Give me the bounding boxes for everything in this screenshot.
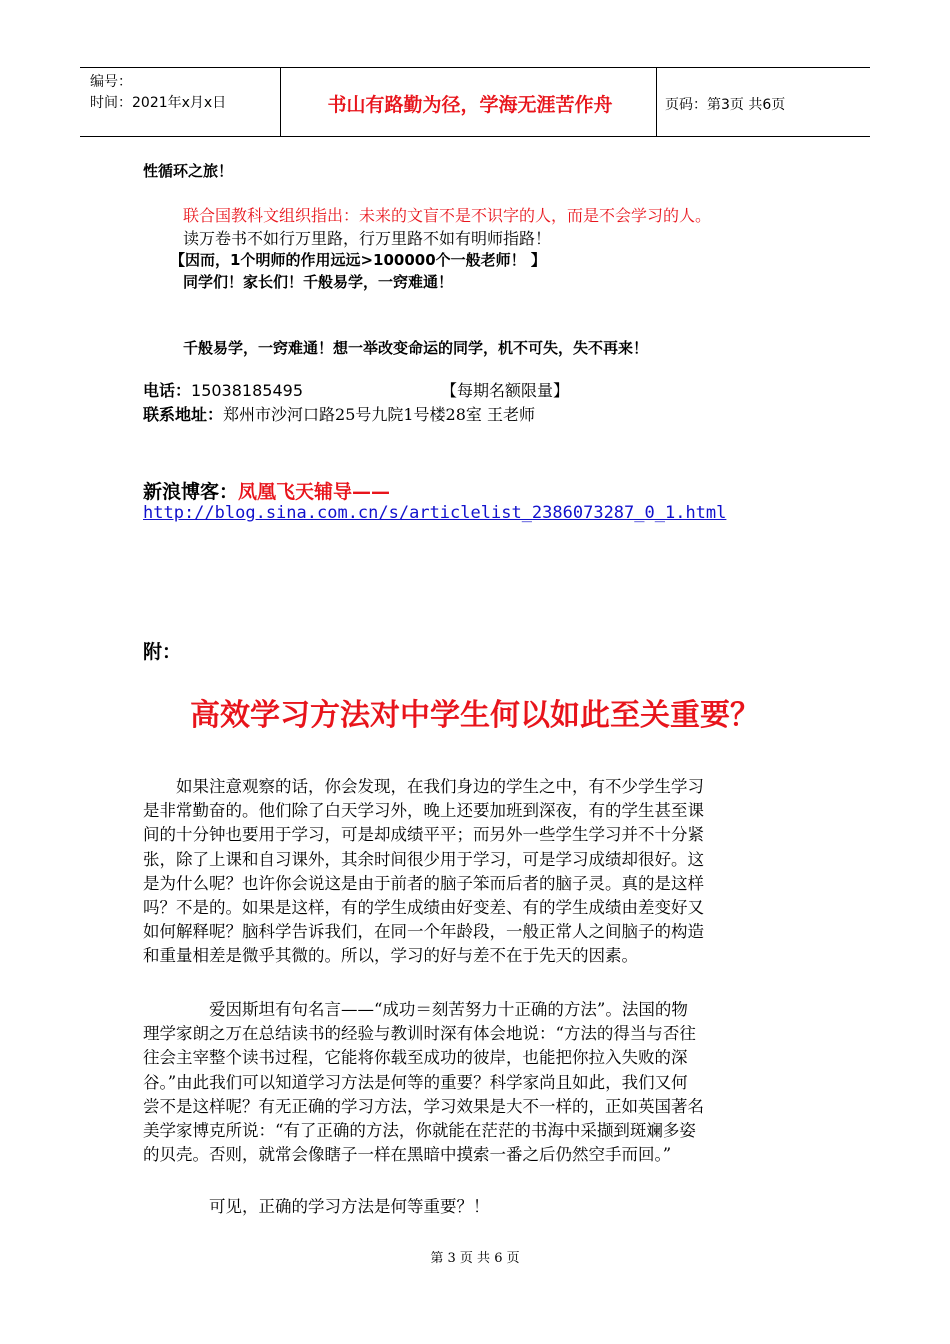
slogan-line: 千般易学，一窍难通！想一举改变命运的同学，机不可失，失不再来！ bbox=[183, 339, 649, 357]
blog-label: 新浪博客： bbox=[143, 481, 239, 503]
number-label: 编号： bbox=[90, 74, 132, 90]
address-label: 联系地址： bbox=[143, 405, 224, 424]
header-left bbox=[90, 72, 226, 114]
paragraph-line: 的贝壳。否则，就常会像瞎子一样在黑暗中摸索一番之后仍然空手而回。” bbox=[143, 1145, 672, 1165]
header-page-info: 页码：第3页 共6页 bbox=[665, 97, 786, 113]
paragraph-line: 和重量相差是微乎其微的。所以，学习的好与差不在于先天的因素。 bbox=[143, 946, 638, 966]
paragraph-line: 尝不是这样呢？有无正确的学习方法，学习效果是大不一样的，正如英国著名 bbox=[143, 1096, 704, 1116]
paragraph-line: 美学家博克所说：“有了正确的方法，你就能在茫茫的书海中采撷到斑斓多姿 bbox=[143, 1121, 696, 1141]
phone-number: 15038185495 bbox=[191, 381, 303, 400]
header-motto: 书山有路勤为径，学海无涯苦作舟 bbox=[327, 94, 613, 116]
article-paragraph-1 bbox=[143, 775, 803, 969]
phone-label: 电话： bbox=[143, 381, 192, 400]
paragraph-line: 往会主宰整个读书过程，它能将你载至成功的彼岸，也能把你拉入失败的深 bbox=[143, 1048, 688, 1068]
blog-row bbox=[143, 477, 390, 504]
date-label: 时间：2021年x月x日 bbox=[90, 95, 227, 111]
travel-line: 读万卷书不如行万里路，行万里路不如有明师指路！ bbox=[183, 229, 552, 248]
article-paragraph-3 bbox=[143, 1195, 803, 1219]
page-footer: 第 3 页 共 6 页 bbox=[430, 1251, 520, 1266]
teacher-line: 【因而，1个明师的作用远远>100000个一般老师！ 】 bbox=[170, 251, 546, 269]
paragraph-line: 如果注意观察的话，你会发现，在我们身边的学生之中，有不少学生学习 bbox=[143, 777, 704, 796]
header-divider bbox=[280, 68, 281, 136]
unesco-quote: 联合国教科文组织指出：未来的文盲不是不识字的人，而是不会学习的人。 bbox=[183, 206, 712, 225]
blog-name: 凤凰飞天辅导—— bbox=[238, 481, 391, 503]
paragraph-line: 吗？不是的。如果是这样，有的学生成绩由好变差、有的学生成绩由差变好又 bbox=[143, 898, 704, 918]
slogan-line: 同学们！家长们！千般易学，一窍难通！ bbox=[183, 273, 454, 291]
phone-row bbox=[143, 378, 303, 401]
quota-note: 【每期名额限量】 bbox=[441, 381, 570, 400]
address-row bbox=[143, 402, 535, 425]
paragraph-line: 可见，正确的学习方法是何等重要？！ bbox=[143, 1197, 490, 1216]
paragraph-line: 理学家朗之万在总结读书的经验与教训时深有体会地说：“方法的得当与否往 bbox=[143, 1024, 696, 1044]
header-table bbox=[80, 67, 870, 137]
paragraph-line: 是为什么呢？也许你会说这是由于前者的脑子笨而后者的脑子灵。真的是这样 bbox=[143, 873, 704, 893]
paragraph-line: 爱因斯坦有句名言——“成功＝刻苦努力十正确的方法”。法国的物 bbox=[143, 1000, 688, 1019]
paragraph-line: 如何解释呢？脑科学告诉我们，在同一个年龄段，一般正常人之间脑子的构造 bbox=[143, 922, 704, 942]
address-text: 郑州市沙河口路25号九院1号楼28室 王老师 bbox=[223, 405, 536, 424]
appendix-label: 附： bbox=[143, 641, 182, 663]
blog-link[interactable]: http://blog.sina.com.cn/s/articlelist_2386073287_0_1.html bbox=[143, 503, 727, 523]
paragraph-line: 间的十分钟也要用于学习，可是却成绩平平；而另外一些学生学习并不十分紧 bbox=[143, 825, 704, 845]
paragraph-line: 张，除了上课和自习课外，其余时间很少用于学习，可是学习成绩却很好。这 bbox=[143, 849, 704, 869]
article-paragraph-2 bbox=[143, 998, 803, 1167]
intro-line: 性循环之旅！ bbox=[143, 162, 234, 180]
article-title: 高效学习方法对中学生何以如此至关重要？ bbox=[190, 698, 760, 733]
paragraph-line: 谷。”由此我们可以知道学习方法是何等的重要？科学家尚且如此，我们又何 bbox=[143, 1072, 688, 1092]
paragraph-line: 是非常勤奋的。他们除了白天学习外，晚上还要加班到深夜，有的学生甚至课 bbox=[143, 801, 704, 821]
